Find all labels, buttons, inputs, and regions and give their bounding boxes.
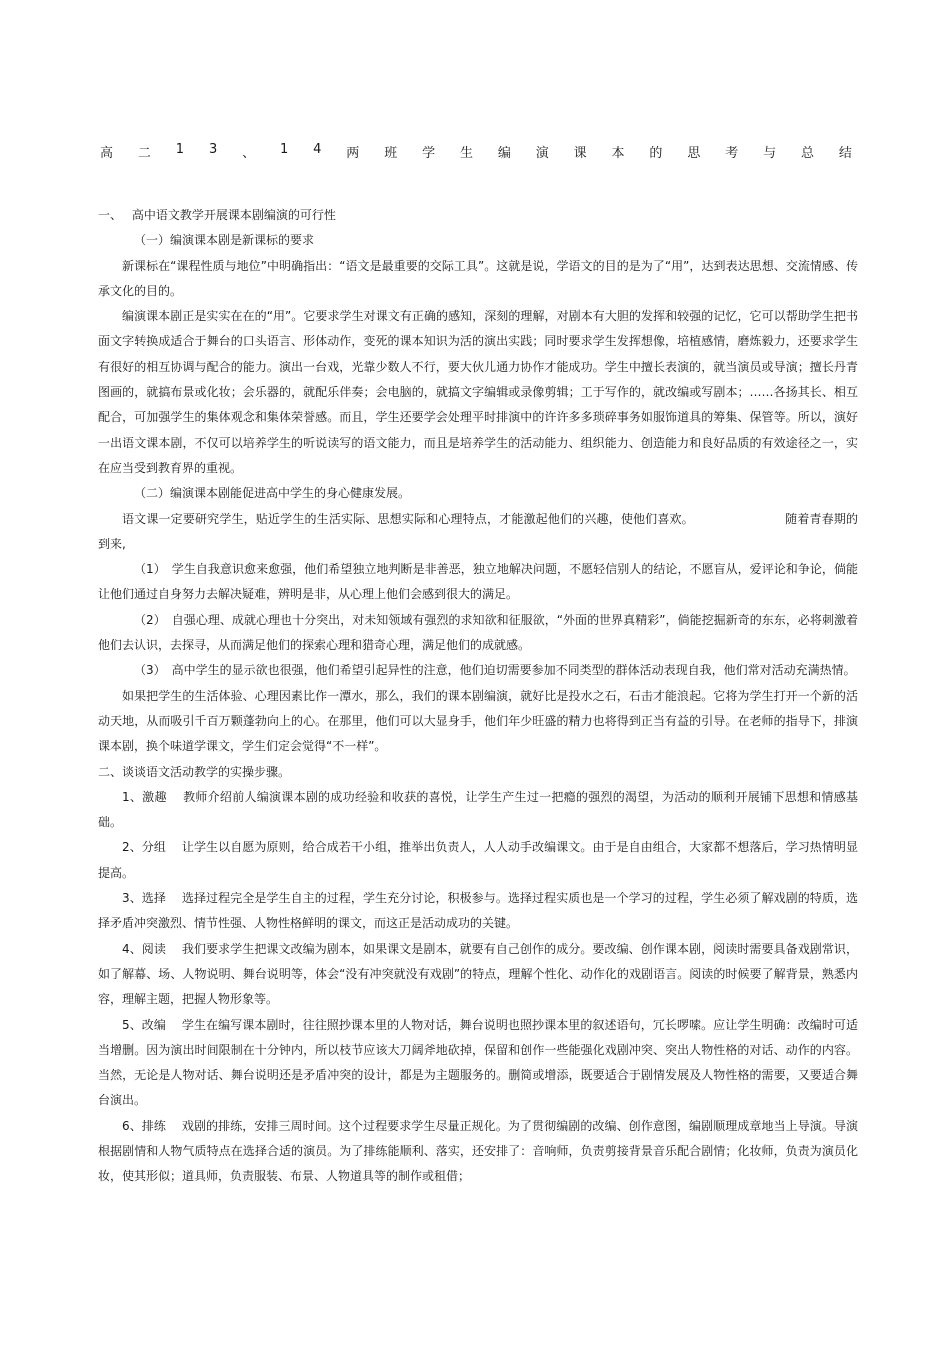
title-char: 思 — [687, 146, 701, 161]
title-char: 课 — [573, 146, 587, 161]
document-title — [100, 142, 852, 161]
title-char: 两 — [346, 146, 360, 161]
paragraph: （2） 自强心理、成就心理也十分突出，对未知领域有强烈的求知欲和征服欲，“外面的世界真精彩”，倘能挖掘新奇的东东，必将刺激着他们去认识，去探寻，从而满足他们的探索心理和猎奇心理，满足他们的成就感。 — [98, 612, 858, 653]
paragraph: 3、选择 选择过程完全是学生自主的过程，学生充分讨论，积极参与。选择过程实质也是一个学习的过程，学生必须了解戏剧的特质，选择矛盾冲突激烈、情节性强、人物性格鲜明的课文，而这正是活动成功的关键。 — [98, 891, 858, 931]
title-char: 总 — [800, 146, 814, 161]
title-char: 1 — [279, 142, 289, 157]
title-char: 4 — [313, 142, 322, 157]
paragraph: 新课标在“课程性质与地位”中明确指出：“语文是最重要的交际工具”。这就是说，学语文的目的是为了“用”，达到表达思想、交流情感、传承文化的目的。 — [98, 258, 858, 298]
document-body — [98, 203, 858, 1190]
paragraph: （二）编演课本剧能促进高中学生的身心健康发展。 — [134, 486, 411, 501]
title-char: 与 — [763, 146, 777, 161]
title-char: 的 — [649, 146, 663, 161]
paragraph: 1、激趣 教师介绍前人编演课本剧的成功经验和收获的喜悦，让学生产生过一把瘾的强烈的渴望，为活动的顺利开展铺下思想和情感基础。 — [98, 789, 858, 830]
paragraph: 4、阅读 我们要求学生把课文改编为剧本，如果课文是剧本，就要有自己创作的成分。要改编、创作课本剧，阅读时需要具备戏剧常识，如了解幕、场、人物说明、舞台说明等，体会“没有冲突就没有戏剧”的特点，理解个性化、动作化的戏剧语言。阅读的时候要了解背景，熟悉内容，理解主题，把握人物形象等。 — [98, 941, 858, 1007]
paragraph: 编演课本剧正是实实在在的“用”。它要求学生对课文有正确的感知，深刻的理解，对剧本有大胆的发挥和较强的记忆，它可以帮助学生把书面文字转换成适合于舞台的口头语言、形体动作，变死的课本知识为活的演出实践；同时要求学生发挥想像，培植感情，磨炼毅力，还要求学生有很好的相互协调与配合的能力。演出一台戏，光靠少数人不行，要大伙儿通力协作才能成功。学生中擅长表演的，就当演员或导演；擅长丹青图画的，就搞布景或化妆；会乐器的，就配乐伴奏；会电脑的，就搞文字编辑或录像剪辑；工于写作的，就改编或写剧本；……各扬其长、相互配合，可加强学生的集体观念和集体荣誉感。而且，学生还要学会处理平时排演中的许许多多琐碎事务如服饰道具的筹集、保管等。所以，演好一出语文课本剧，不仅可以培养学生的听说读写的语文能力，而且是培养学生的活动能力、组织能力、创造能力和良好品质的有效途径之一，实在应当受到教育界的重视。 — [98, 309, 858, 475]
paragraph: （1） 学生自我意识愈来愈强，他们希望独立地判断是非善恶，独立地解决问题，不愿轻信别人的结论，不愿盲从，爱评论和争论，倘能让他们通过自身努力去解决疑难，辨明是非，从心理上他们会感到很大的满足。 — [98, 562, 858, 602]
paragraph: 二、谈谈语文活动教学的实操步骤。 — [98, 764, 291, 779]
title-char: 考 — [725, 146, 739, 161]
paragraph: （一）编演课本剧是新课标的要求 — [134, 233, 315, 248]
paragraph: 一、 高中语文教学开展课本剧编演的可行性 — [98, 208, 336, 222]
title-char: 1 — [175, 142, 185, 157]
title-char: 编 — [497, 146, 511, 161]
title-char: 结 — [838, 146, 852, 161]
title-char: 3 — [208, 142, 218, 157]
title-char: 生 — [459, 146, 473, 161]
title-char: 、 — [242, 146, 256, 161]
paragraph: 2、分组 让学生以自愿为原则，给合成若干小组，推举出负责人，人人动手改编课文。由于是自由组合，大家都不想落后，学习热情明显提高。 — [98, 840, 858, 880]
paragraph: 如果把学生的生活体验、心理因素比作一潭水，那么，我们的课本剧编演，就好比是投水之石，石击才能浪起。它将为学生打开一个新的活动天地，从而吸引千百万颗蓬勃向上的心。在那里，他们可以大显身手，他们年少旺盛的精力也将得到正当有益的引导。在老师的指导下，排演课本剧，换个味道学课文，学生们定会觉得“不一样”。 — [98, 688, 858, 754]
paragraph: 语文课一定要研究学生，贴近学生的生活实际、思想实际和心理特点，才能激起他们的兴趣，使他们喜欢。 随着青春期的到来, — [98, 511, 858, 551]
title-char: 二 — [137, 146, 151, 161]
paragraph: 5、改编 学生在编写课本剧时，往往照抄课本里的人物对话，舞台说明也照抄课本里的叙述语句，冗长啰嗦。应让学生明确：改编时可适当增删。因为演出时间限制在十分钟内，所以枝节应该大刀阔斧地砍掉，保留和创作一些能强化戏剧冲突、突出人物性格的对话、动作的内容。当然，无论是人物对话、舞台说明还是矛盾冲突的设计，都是为主题服务的。删简或增添，既要适合于剧情发展及人物性格的需要，又要适合舞台演出。 — [98, 1017, 858, 1108]
title-char: 高 — [100, 146, 114, 161]
title-char: 本 — [611, 146, 625, 161]
title-char: 演 — [535, 146, 549, 161]
paragraph: 6、排练 戏剧的排练，安排三周时间。这个过程要求学生尽量正规化。为了贯彻编剧的改编、创作意图，编剧顺理成章地当上导演。导演根据剧情和人物气质特点在选择合适的演员。为了排练能顺利、落实，还安排了：音响师，负责剪接背景音乐配合剧情；化妆师，负责为演员化妆，使其形似；道具师，负责服装、布景、人物道具等的制作或租借； — [98, 1118, 858, 1184]
title-char: 班 — [384, 146, 398, 161]
title-char: 学 — [422, 146, 436, 161]
paragraph: （3） 高中学生的显示欲也很强，他们希望引起异性的注意，他们迫切需要参加不同类型的群体活动表现自我，他们常对活动充满热情。 — [134, 663, 856, 678]
